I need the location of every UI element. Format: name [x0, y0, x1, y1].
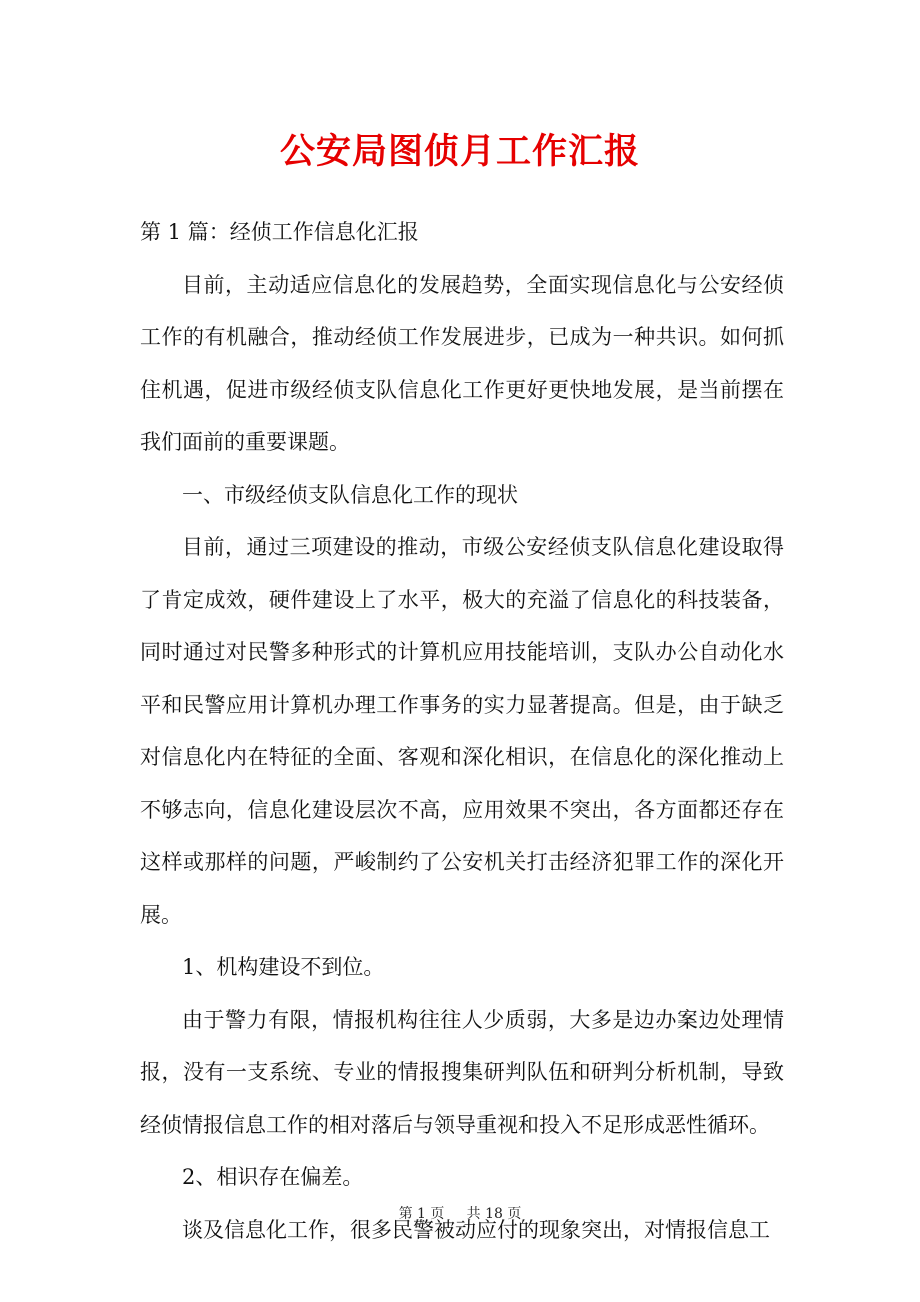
paragraph: 由于警力有限，情报机构往往人少质弱，大多是边办案边处理情报，没有一支系统、专业的情报搜集研判队伍和研判分析机制，导致经侦情报信息工作的相对落后与领导重视和投入不足形成恶性循环。	[140, 1007, 784, 1137]
paragraph: 目前，主动适应信息化的发展趋势，全面实现信息化与公安经侦工作的有机融合，推动经侦工作发展进步，已成为一种共识。如何抓住机遇，促进市级经侦支队信息化工作更好更快地发展，是当前摆在我们面前的重要课题。	[140, 272, 784, 454]
section-heading: 第 1 篇：经侦工作信息化汇报	[140, 220, 419, 244]
document-body	[140, 206, 784, 1256]
page-footer	[0, 1202, 920, 1226]
page-number: 第 1 页	[398, 1206, 445, 1222]
document-title: 公安局图侦月工作汇报	[279, 132, 640, 172]
paragraph: 目前，通过三项建设的推动，市级公安经侦支队信息化建设取得了肯定成效，硬件建设上了水平，极大的充溢了信息化的科技装备，同时通过对民警多种形式的计算机应用技能培训，支队办公自动化水平和民警应用计算机办理工作事务的实力显著提高。但是，由于缺乏对信息化内在特征的全面、客观和深化相识，在信息化的深化推动上不够志向，信息化建设层次不高，应用效果不突出，各方面都还存在这样或那样的问题，严峻制约了公安机关打击经济犯罪工作的深化开展。	[140, 535, 784, 927]
paragraph: 谈及信息化工作，很多民警被动应付的现象突出，对情报信息工	[182, 1217, 770, 1242]
page-total: 共 18 页	[466, 1206, 522, 1222]
subheading: 2、相识存在偏差。	[182, 1165, 364, 1189]
subheading: 一、市级经侦支队信息化工作的现状	[182, 482, 518, 507]
subheading: 1、机构建设不到位。	[182, 955, 385, 979]
